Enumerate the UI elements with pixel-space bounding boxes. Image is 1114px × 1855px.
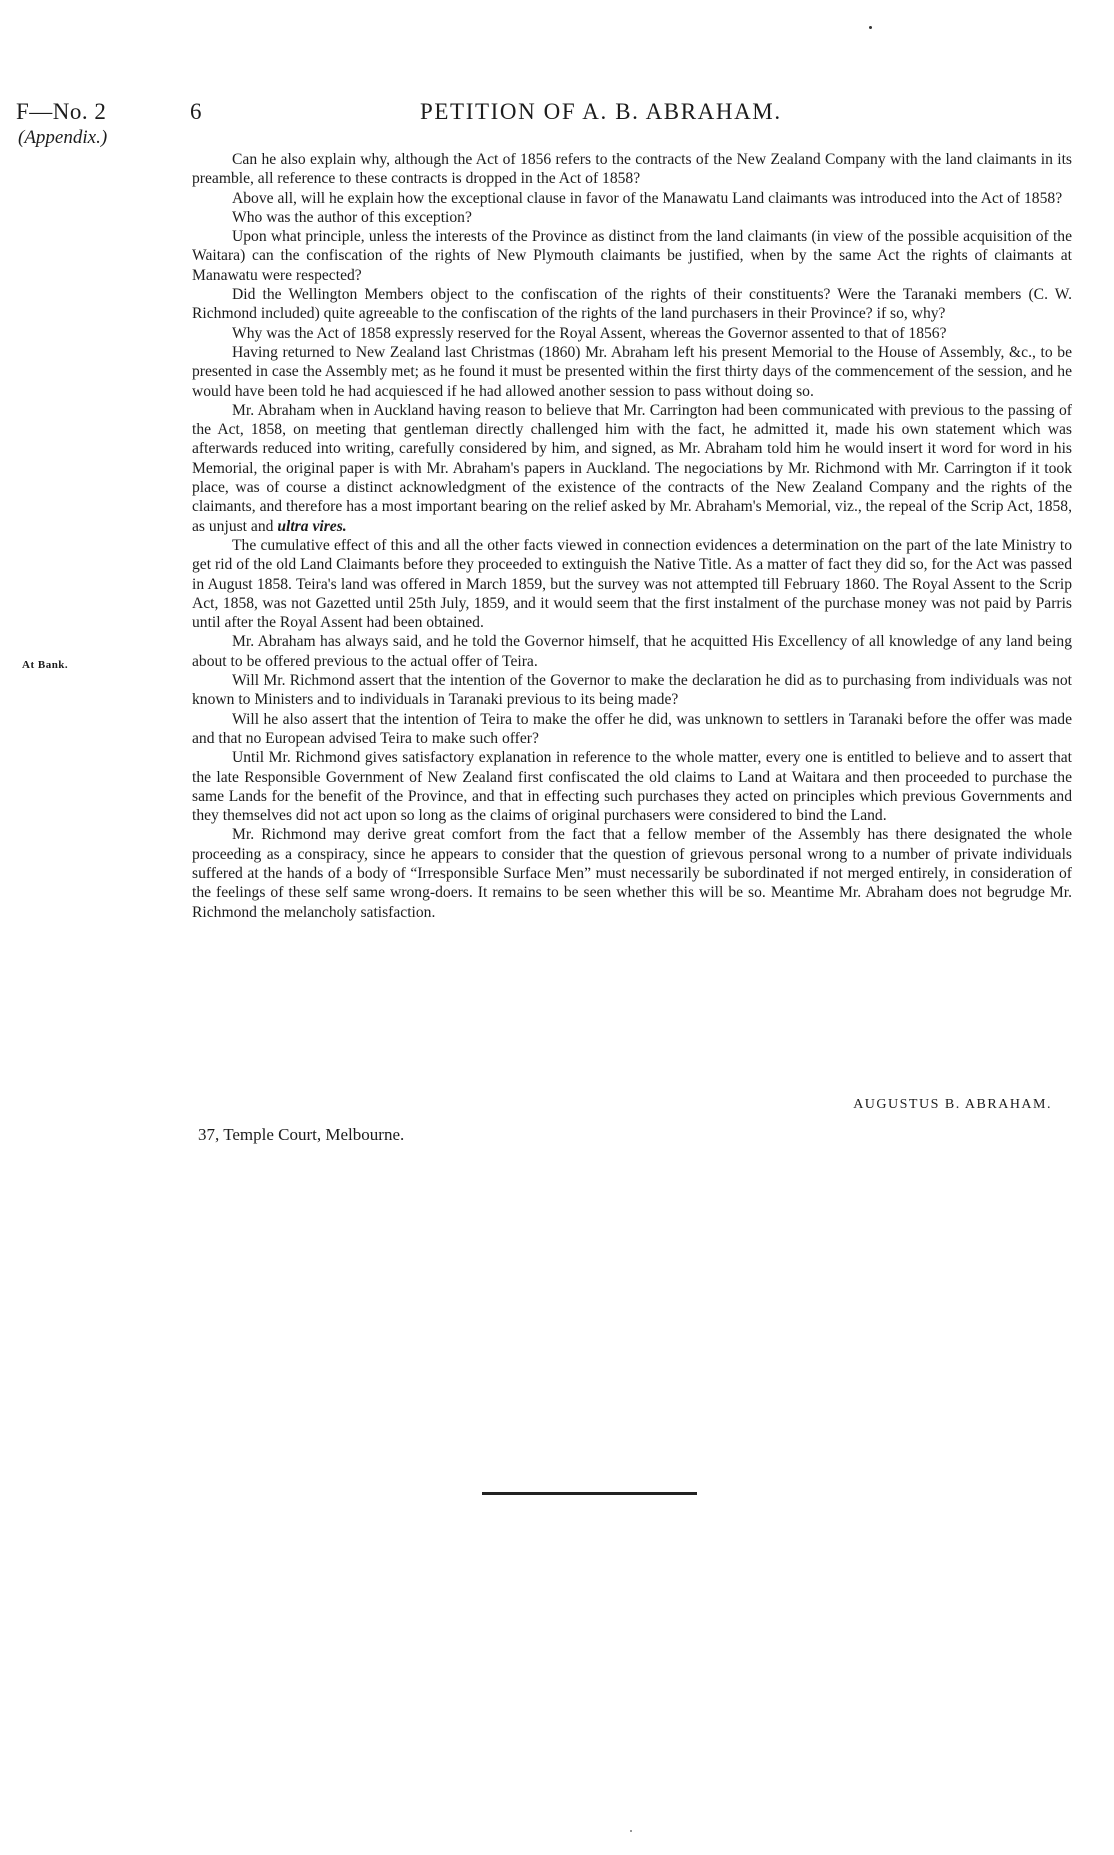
paragraph: Did the Wellington Members object to the confiscation of the rights of their constituents? Were the Taranaki members (C. W. Richmond included) quite agreeable to the confiscation of the rights of the land purchasers in their Province? if so, why?: [192, 286, 1072, 323]
paragraph-text: Mr. Abraham when in Auckland having reason to believe that Mr. Carrington had been communicated with previous to the passing of the Act, 1858, on meeting that gentleman directly challenged him with the fact, he admitted it, made his own statement which was afterwards reduced into writing, carefully considered by him, and signed, as Mr. Abraham told him he would insert it word for word in his Memorial, the original paper is with Mr. Abraham's papers in Auckland. The negociations by Mr. Richmond with Mr. Carrington if it took place, was of course a distinct acknowledgment of the existence of the contracts of the New Zealand Company and the rights of the claimants, and therefore has a most important bearing on the relief asked by Mr. Abraham's Memorial, viz., the repeal of the Scrip Act, 1858, as unjust and: [192, 401, 1072, 535]
paragraph: Until Mr. Richmond gives satisfactory explanation in reference to the whole matter, every one is entitled to believe and to assert that the late Responsible Government of New Zealand first confiscated the old claims to Land at Waitara and then proceeded to purchase the same Lands for the benefit of the Province, and that in effecting such purchases they acted on principles which previous Governments and they themselves did not act upon so long as the claims of original purchasers were considered to bind the Land.: [192, 749, 1072, 825]
page-number: 6: [190, 99, 202, 124]
margin-note: At Bank.: [22, 659, 69, 671]
document-reference: F—No. 2: [16, 99, 107, 124]
signature: AUGUSTUS B. ABRAHAM.: [853, 1097, 1052, 1112]
italic-phrase: ultra vires.: [277, 517, 347, 535]
closing-rule: [482, 1492, 697, 1495]
paragraph: Mr. Richmond may derive great comfort from the fact that a fellow member of the Assembly has there designated the whole proceeding as a conspiracy, since he appears to consider that the question of grievous personal wrong to a number of private individuals suffered at the hands of a body of “Irresponsible Surface Men” must necessarily be subordinated if not merged entirely, in consideration of the feelings of these self same wrong-doers. It remains to be seen whether this will be so. Meantime Mr. Abraham does not begrudge Mr. Richmond the melancholy satisfaction.: [192, 826, 1072, 921]
appendix-label: (Appendix.): [18, 127, 108, 148]
petition-body: [192, 150, 1072, 922]
paragraph: Upon what principle, unless the interests of the Province as distinct from the land claimants (in view of the possible acquisition of the Waitara) can the confiscation of the rights of New Plymouth claimants be justified, when by the same Act the rights of claimants at Manawatu were respected?: [192, 228, 1072, 284]
address: 37, Temple Court, Melbourne.: [198, 1125, 405, 1144]
paragraph: Mr. Abraham has always said, and he told the Governor himself, that he acquitted His Excellency of all knowledge of any land being about to be offered previous to the actual offer of Teira.: [192, 633, 1072, 670]
paragraph: [192, 401, 1072, 536]
paragraph: Above all, will he explain how the exceptional clause in favor of the Manawatu Land claimants was introduced into the Act of 1858?: [232, 189, 1063, 207]
paragraph: Who was the author of this exception?: [232, 208, 472, 226]
paragraph: The cumulative effect of this and all the other facts viewed in connection evidences a determination on the part of the late Ministry to get rid of the old Land Claimants before they proceeded to extinguish the Native Title. As a matter of fact they did so, for the Act was passed in August 1858. Teira's land was offered in March 1859, but the survey was not attempted till February 1860. The Royal Assent to the Scrip Act, 1858, was not Gazetted until 25th July, 1859, and it would seem that the first instalment of the purchase money was not paid by Parris until after the Royal Assent had been obtained.: [192, 536, 1072, 632]
paragraph: Why was the Act of 1858 expressly reserved for the Royal Assent, whereas the Governor assented to that of 1856?: [232, 324, 947, 342]
ink-speck: [630, 1830, 632, 1832]
page-title: PETITION OF A. B. ABRAHAM.: [420, 99, 782, 124]
paragraph: Will he also assert that the intention of Teira to make the offer he did, was unknown to settlers in Taranaki before the offer was made and that no European advised Teira to make such offer?: [192, 710, 1072, 747]
ink-speck: [869, 26, 872, 29]
paragraph: Can he also explain why, although the Act of 1856 refers to the contracts of the New Zealand Company with the land claimants in its preamble, all reference to these contracts is dropped in the Act of 1858?: [192, 151, 1072, 188]
paragraph: Having returned to New Zealand last Christmas (1860) Mr. Abraham left his present Memorial to the House of Assembly, &c., to be presented in case the Assembly met; as he found it must be presented within the first thirty days of the commencement of the session, and he would have been told he had acquiesced if he had allowed another session to pass without doing so.: [192, 343, 1072, 400]
paragraph: Will Mr. Richmond assert that the intention of the Governor to make the declaration he did as to purchasing from individuals was not known to Ministers and to individuals in Taranaki previous to its being made?: [192, 672, 1072, 709]
